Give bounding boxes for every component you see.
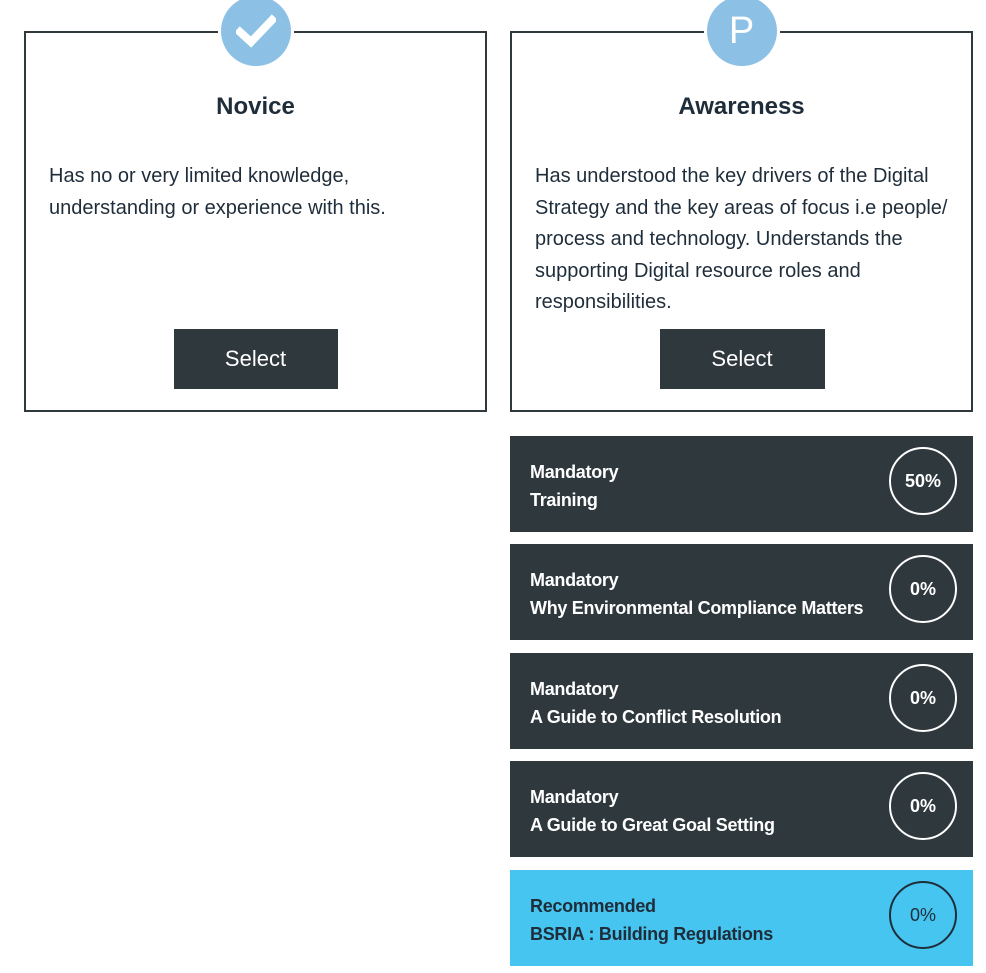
- course-item-conflict-resolution[interactable]: [510, 653, 973, 749]
- course-item-environmental-compliance[interactable]: [510, 544, 973, 640]
- course-name: A Guide to Great Goal Setting: [530, 815, 775, 835]
- course-category: Mandatory: [530, 679, 619, 699]
- course-name: Why Environmental Compliance Matters: [530, 598, 864, 618]
- level-description: Has understood the key drivers of the Digital Strategy and the key areas of focus i.e people/ process and technology. Understands the supporting Digital resource roles and responsibilities.: [535, 165, 948, 313]
- progress-circle: 0%: [889, 772, 957, 840]
- select-button-novice[interactable]: Select: [174, 329, 338, 389]
- letter-p-icon: P: [707, 0, 777, 66]
- level-card-awareness: [510, 10, 973, 412]
- course-item-building-regulations[interactable]: [510, 870, 973, 966]
- progress-circle: 0%: [889, 555, 957, 623]
- course-name: A Guide to Conflict Resolution: [530, 707, 782, 727]
- progress-circle: 0%: [889, 881, 957, 949]
- level-badge: [218, 0, 294, 67]
- level-title: Awareness: [678, 93, 805, 120]
- course-item-goal-setting[interactable]: [510, 761, 973, 857]
- progress-circle: 0%: [889, 664, 957, 732]
- course-category: Mandatory: [530, 570, 619, 590]
- course-name: Training: [530, 490, 598, 510]
- course-category: Mandatory: [530, 787, 619, 807]
- course-category: Recommended: [530, 896, 656, 916]
- course-item-training[interactable]: [510, 436, 973, 532]
- level-badge: [704, 0, 780, 67]
- course-category: Mandatory: [530, 462, 619, 482]
- level-title: Novice: [216, 93, 295, 120]
- level-card-novice: [24, 31, 487, 412]
- check-icon: [221, 0, 291, 66]
- course-name: BSRIA : Building Regulations: [530, 924, 773, 944]
- level-description: Has no or very limited knowledge, understanding or experience with this.: [49, 165, 386, 219]
- progress-circle: 50%: [889, 447, 957, 515]
- select-button-awareness[interactable]: Select: [660, 329, 825, 389]
